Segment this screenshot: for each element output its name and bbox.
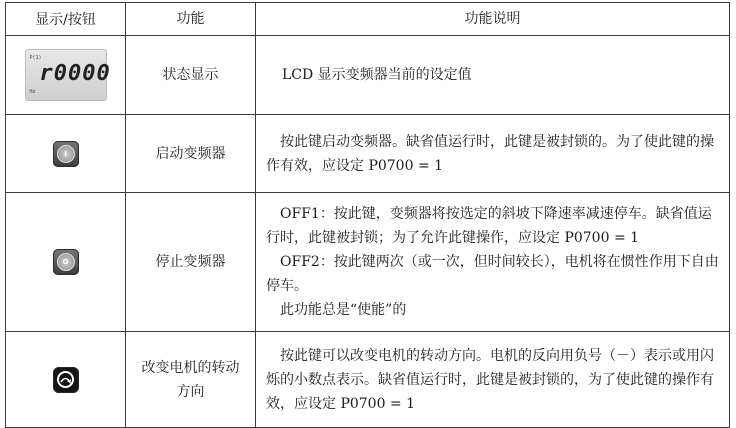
lcd-top-label: P(1) [29,55,42,61]
function-text: 改变电机的转动方向 [141,359,240,400]
button-cell [6,115,126,192]
table-row [6,193,729,332]
description-cell [256,36,729,114]
lcd-digits: r0000 [39,61,111,86]
lcd-bottom-label: Hz [29,89,36,95]
table-header-row [6,3,729,36]
start-button-icon[interactable] [53,141,79,167]
direction-arrow-icon [57,371,74,388]
lcd-display [25,49,111,101]
description-text: 按此键启动变频器。缺省值运行时，此键是被封锁的。为了使此键的操作有效，应设定 P0700 = 1 [266,133,714,174]
description-cell [256,193,729,331]
function-cell: 状态显示 [126,36,256,114]
table-row [6,115,729,193]
button-cell [6,332,126,427]
description-text: OFF1：按此键，变频器将按选定的斜坡下降速率减速停车。缺省值运行时，此键被封锁；为了允许此键操作，应设定 P0700 = 1 [266,206,712,246]
table-row [6,36,729,115]
function-cell: 停止变频器 [126,193,256,331]
display-cell [6,36,126,114]
header-display-button: 显示/按钮 [6,3,126,35]
button-cell [6,193,126,331]
table-row [6,332,729,427]
description-text: 此功能总是“使能”的 [280,302,407,318]
start-glyph: I [57,145,75,163]
function-cell: 启动变频器 [126,115,256,192]
description-text: LCD 显示变频器当前的设定值 [282,67,472,83]
description-cell [256,332,729,427]
header-function-description: 功能说明 [464,11,521,27]
stop-glyph: O [57,253,75,271]
description-text: 按此键可以改变电机的转动方向。电机的反向用负号（－）表示或用闪烁的小数点表示。缺省值运行时，此键是被封锁的，为了使此键的操作有效，应设定 P0700 = 1 [266,347,714,412]
reverse-direction-button-icon[interactable] [53,367,79,393]
stop-button-icon[interactable] [53,249,79,275]
description-cell [256,115,729,192]
description-text: OFF2：按此键两次（或一次，但时间较长），电机将在惯性作用下自由停车。 [266,254,719,294]
function-cell [126,332,256,427]
header-function: 功能 [126,3,256,35]
function-table [5,2,730,428]
